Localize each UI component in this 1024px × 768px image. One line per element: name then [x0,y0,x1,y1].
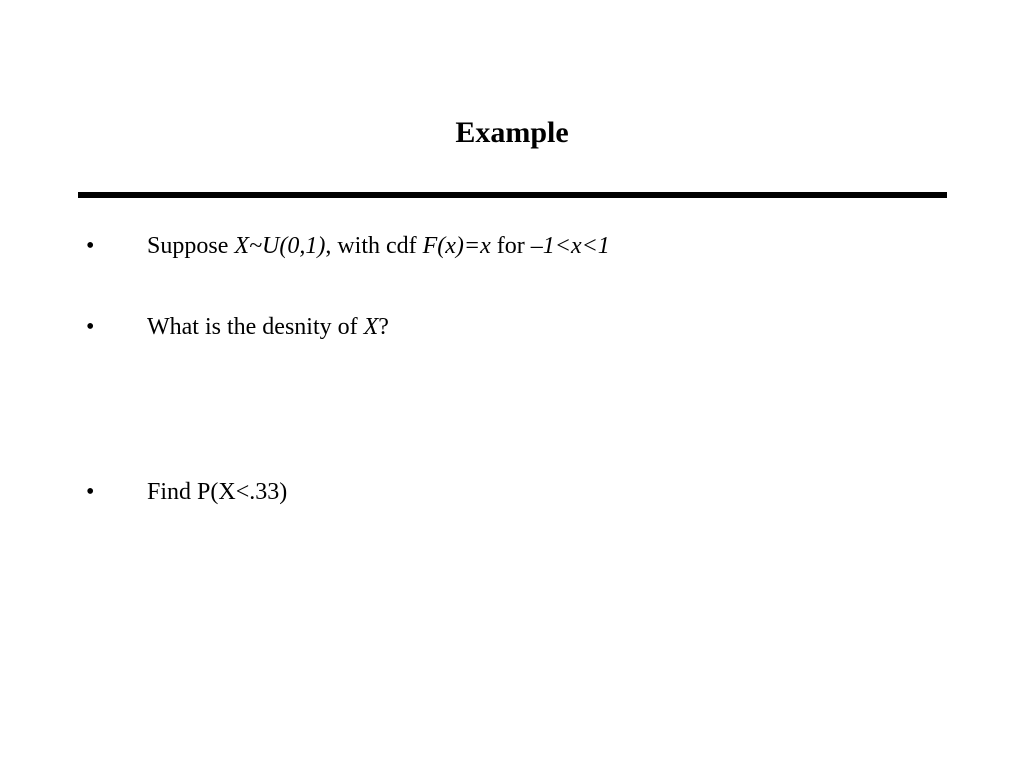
bullet-text-segment: Find P(X<.33) [147,479,288,505]
math-expression: F(x)=x [422,233,491,259]
math-expression: X~U(0,1) [234,233,326,259]
bullet-text-segment: ? [378,314,389,340]
bullet-text [147,477,287,507]
math-expression: –1<x<1 [530,233,610,259]
bullet-item-density-question [0,312,1024,342]
bullet-item-suppose [0,231,1024,261]
bullet-icon: • [86,314,95,340]
bullet-text [147,312,389,342]
bullet-text-segment: for [490,233,531,259]
bullet-text-segment: Suppose [147,233,235,259]
bullet-text-segment: , with cdf [325,233,423,259]
bullet-text-segment: What is the desnity of [147,314,364,340]
slide-title: Example [455,116,569,149]
title-divider [78,192,947,198]
bullet-icon: • [86,479,95,505]
bullet-item-find-probability [0,477,1024,507]
math-expression: X [363,314,379,340]
bullet-text [147,231,610,261]
bullet-icon: • [86,233,95,259]
